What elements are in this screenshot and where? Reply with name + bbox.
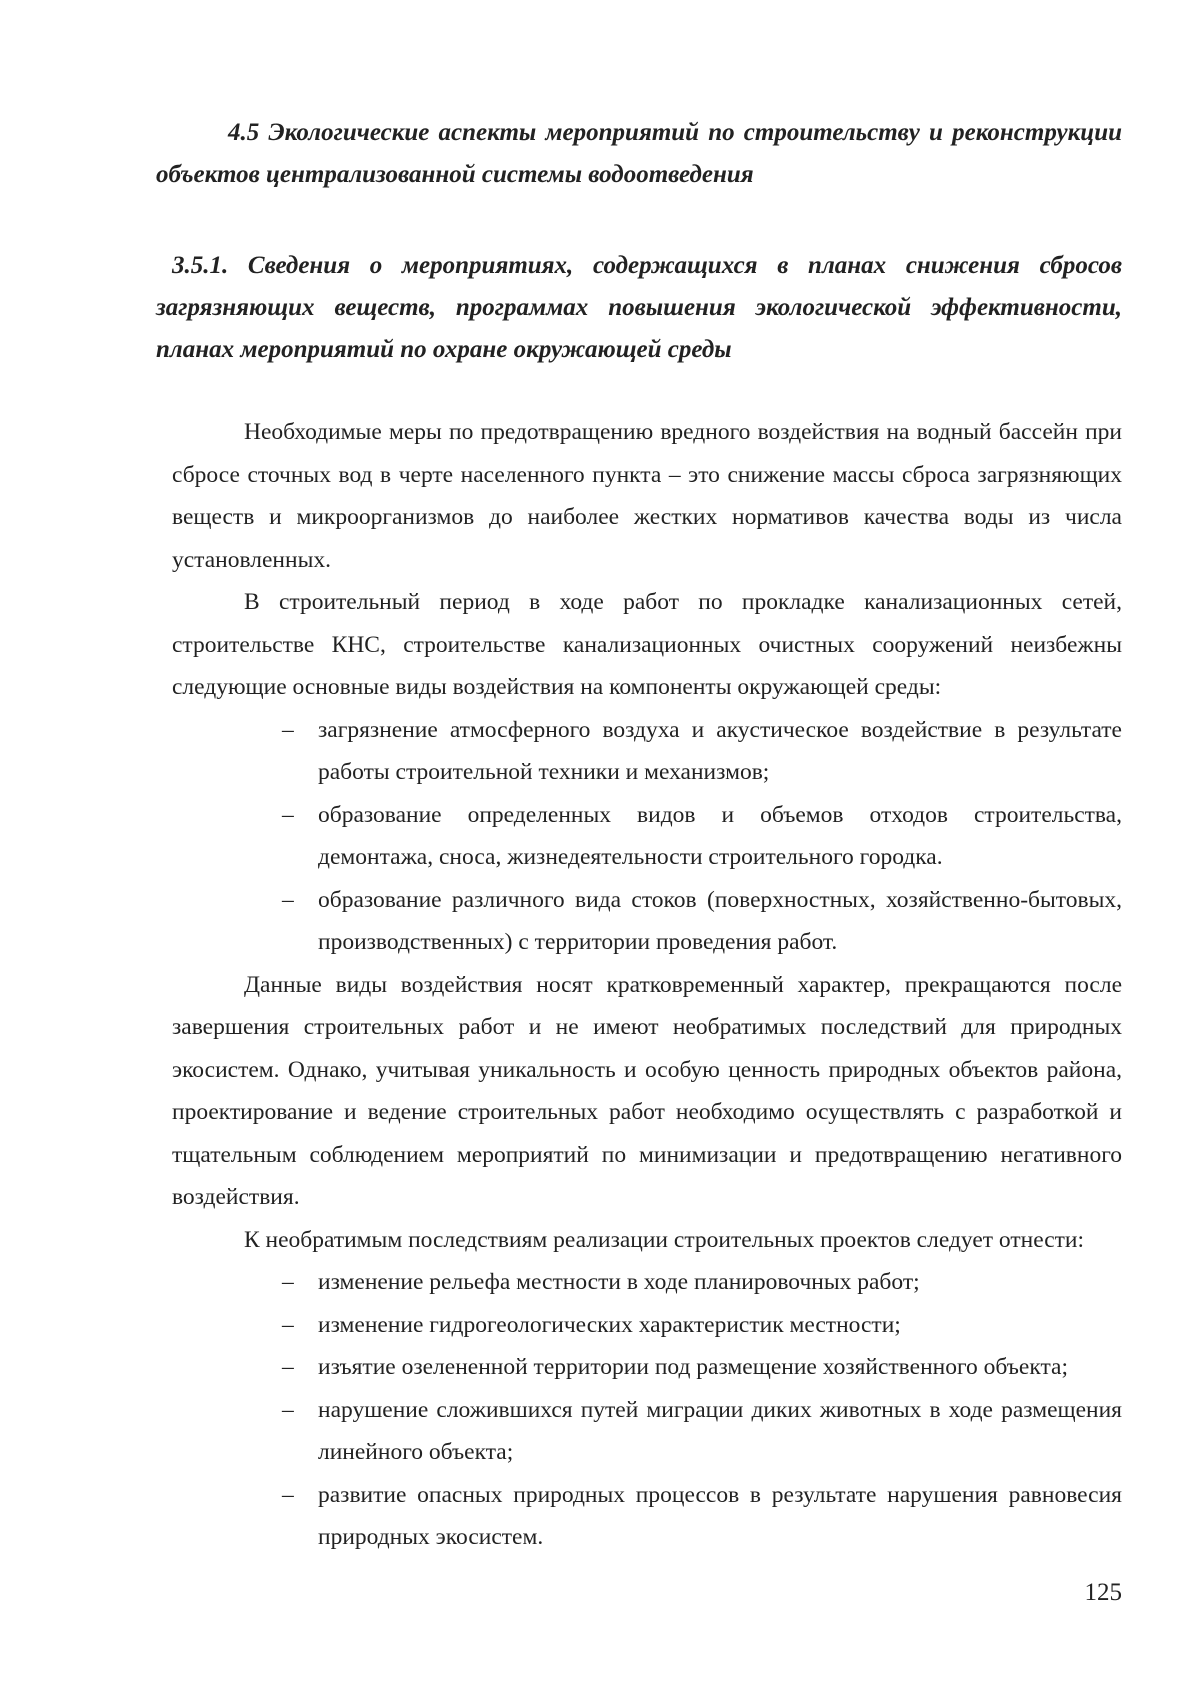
list-item: – развитие опасных природных процессов в результате нарушения равновесия природных экосистем. [318, 1474, 1122, 1559]
section-heading: 4.5 Экологические аспекты мероприятий по строительству и реконструкции объектов централизованной системы водоотведения [156, 119, 1122, 188]
subsection-heading: 3.5.1. Сведения о мероприятиях, содержащихся в планах снижения сбросов загрязняющих веществ, программах повышения экологической эффективности, планах мероприятий по охране окружающей среды [156, 252, 1122, 363]
paragraph-prevention: Необходимые меры по предотвращению вредного воздействия на водный бассейн при сбросе сточных вод в черте населенного пункта – это снижение массы сброса загрязняющих веществ и микроорганизмов до наиболее жестких нормативов качества воды из числа установленных. [172, 419, 1122, 573]
paragraph-irreversible-intro: К необратимым последствиям реализации строительных проектов следует отнести: [244, 1226, 1085, 1253]
irreversible-consequences-list [172, 1261, 1122, 1559]
list-item: – изъятие озелененной территории под размещение хозяйственного объекта; [318, 1346, 1122, 1389]
list-item: – нарушение сложившихся путей миграции диких животных в ходе размещения линейного объекта; [318, 1389, 1122, 1474]
page-number: 125 [1084, 1579, 1122, 1606]
paragraph-construction-period: В строительный период в ходе работ по прокладке канализационных сетей, строительстве КНС, строительстве канализационных очистных сооружений неизбежны следующие основные виды воздействия на компоненты окружающей среды: [172, 589, 1122, 700]
construction-impacts-list [172, 709, 1122, 964]
list-item: – загрязнение атмосферного воздуха и акустическое воздействие в результате работы строительной техники и механизмов; [318, 709, 1122, 794]
list-item: – изменение гидрогеологических характеристик местности; [318, 1304, 1122, 1347]
list-item: – образование определенных видов и объемов отходов строительства, демонтажа, сноса, жизнедеятельности строительного городка. [318, 794, 1122, 879]
list-item: – изменение рельефа местности в ходе планировочных работ; [318, 1261, 1122, 1304]
list-item: – образование различного вида стоков (поверхностных, хозяйственно-бытовых, производственных) с территории проведения работ. [318, 879, 1122, 964]
document-body [172, 411, 1122, 1559]
paragraph-short-term: Данные виды воздействия носят кратковременный характер, прекращаются после завершения строительных работ и не имеют необратимых последствий для природных экосистем. Однако, учитывая уникальность и особую ценность природных объектов района, проектирование и ведение строительных работ необходимо осуществлять с разработкой и тщательным соблюдением мероприятий по минимизации и предотвращению негативного воздействия. [172, 971, 1122, 1210]
